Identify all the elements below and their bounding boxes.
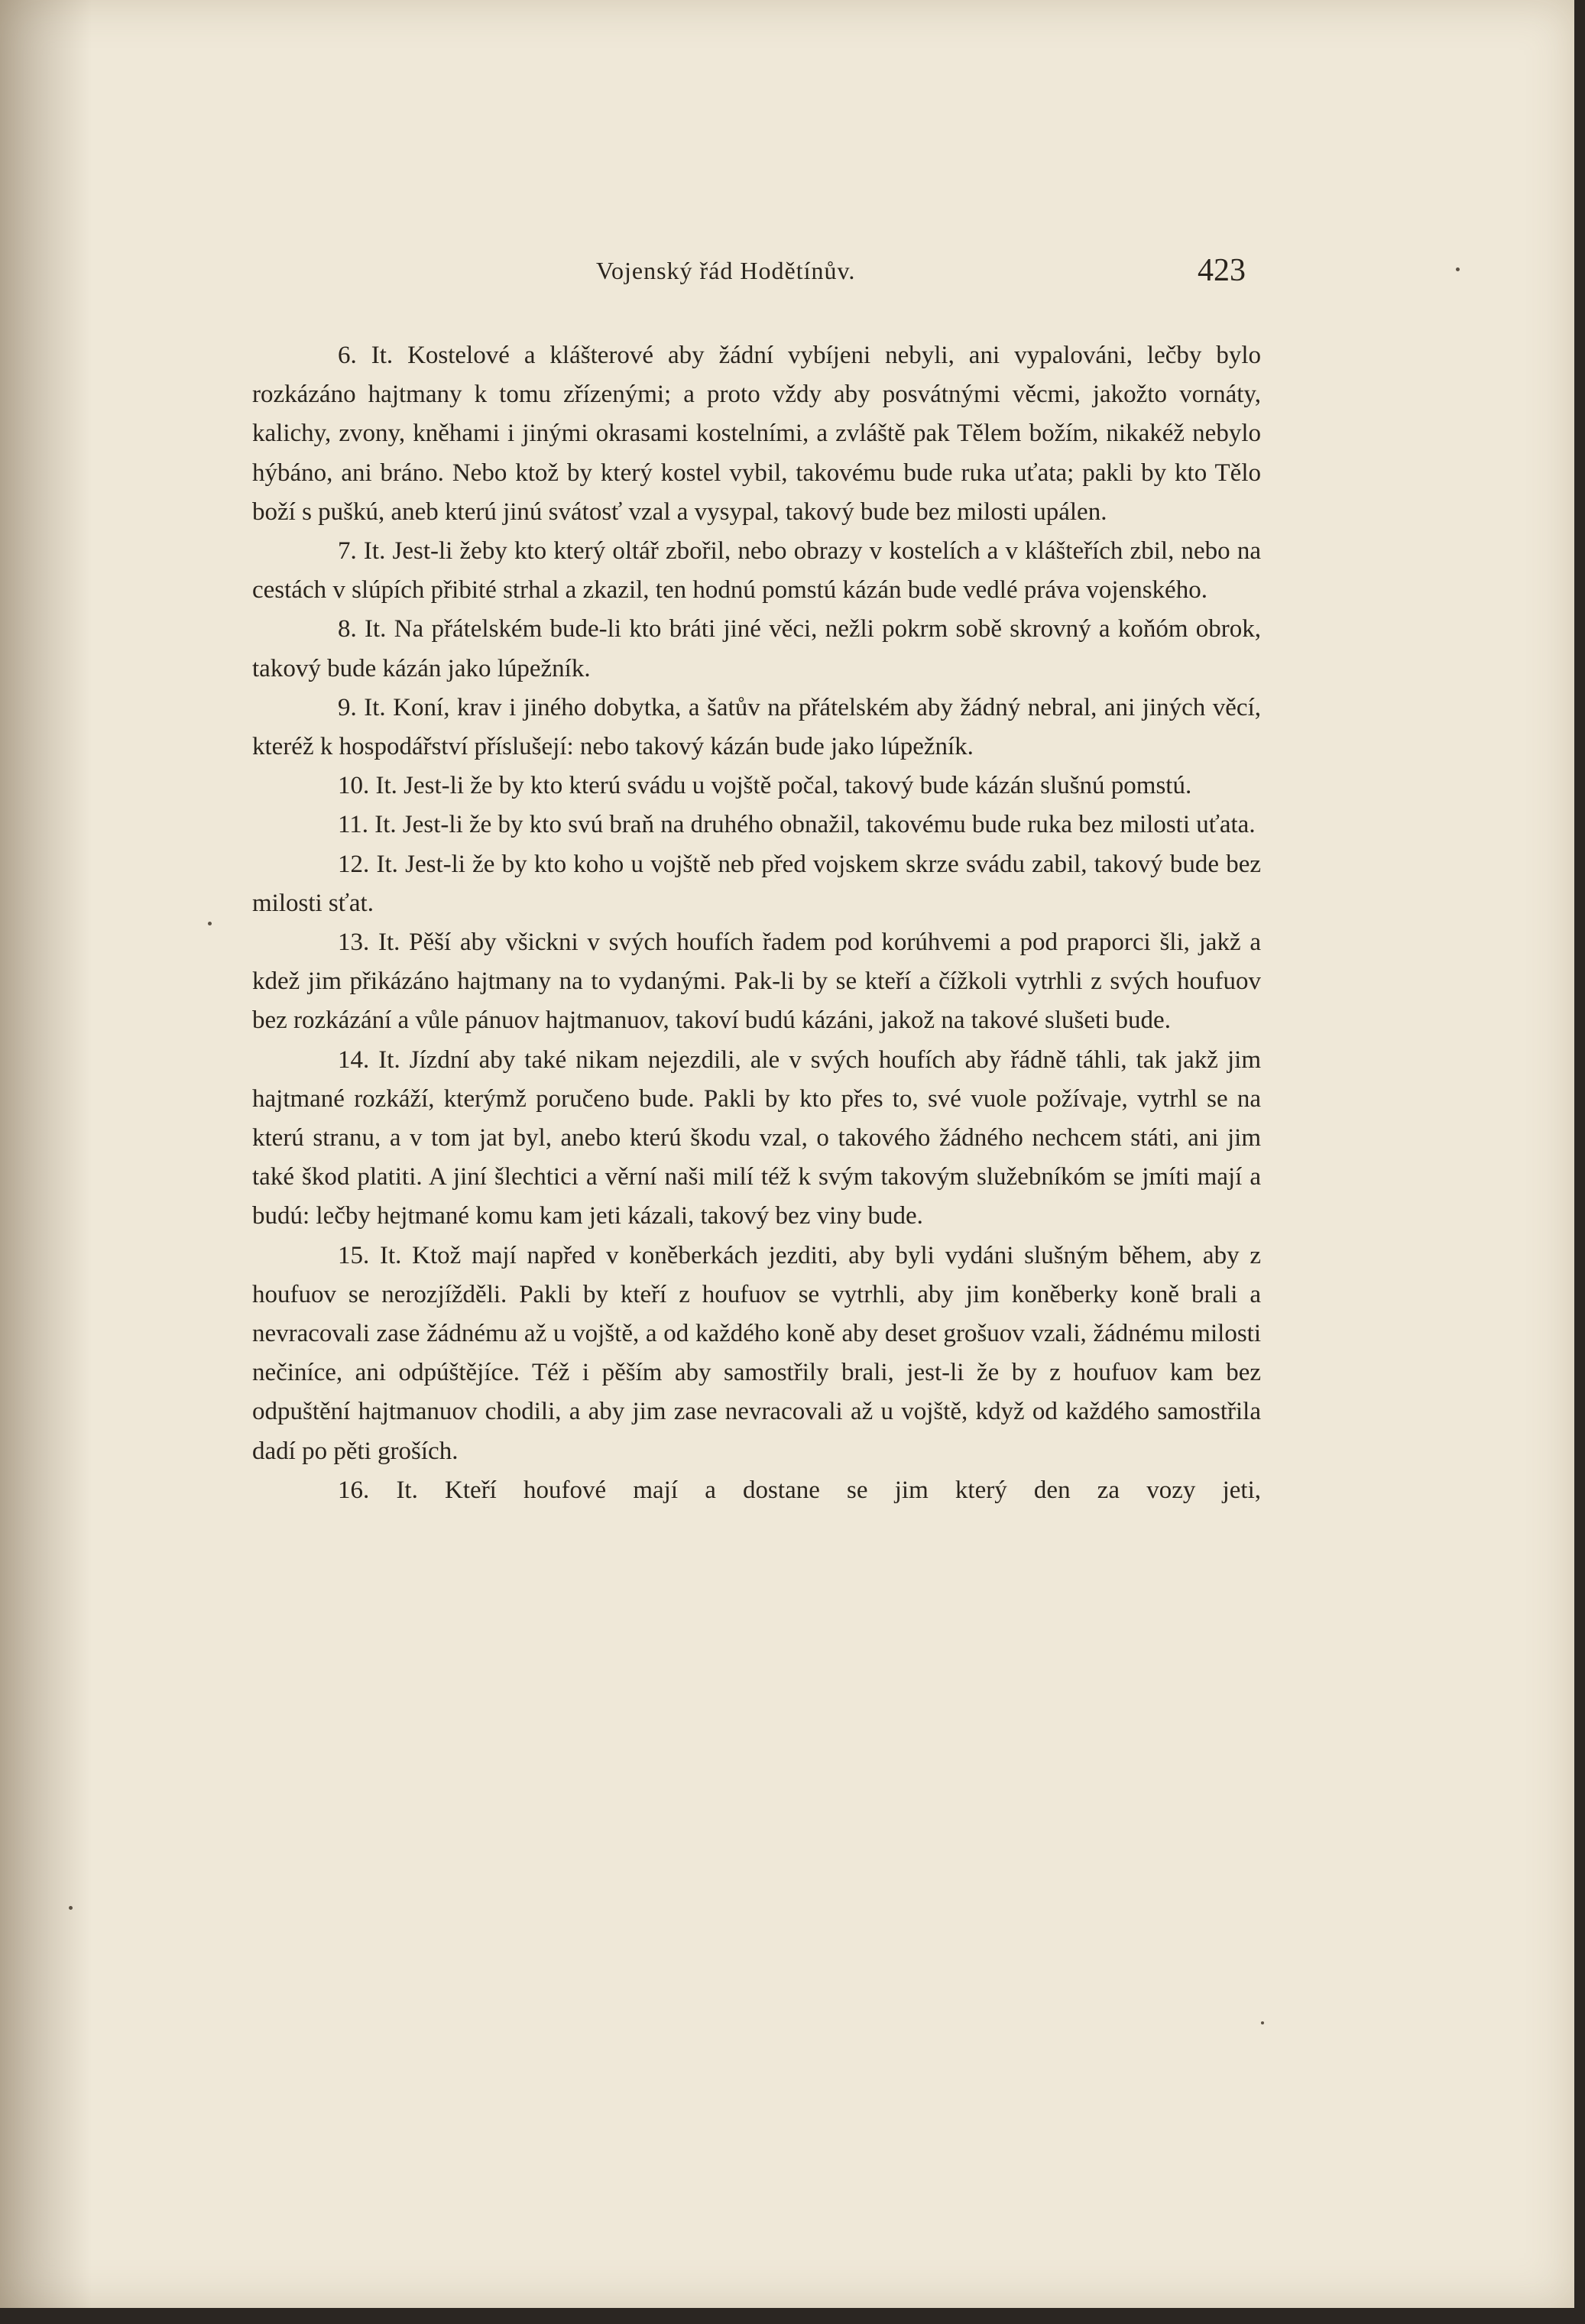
article-6: 6. It. Kostelové a klášterové aby žádní vybíjeni nebyli, ani vypalováni, lečby bylo rozkázáno hajtmany k tomu zřízenými; a proto vždy aby posvátnými věcmi, jakožto vornáty, kalichy, zvony, kněhami i jinými okrasami kostelními, a zvláště pak Tělem božím, nikakéž nebylo hýbáno, ani bráno. Nebo ktož by který kostel vybil, takovému bude ruka uťata; pakli by kto Tělo boží s puškú, aneb kterú jinú svátosť vzal a vysypal, takový bude bez milosti upálen. bbox=[252, 342, 1261, 526]
article-7: 7. It. Jest-li žeby kto který oltář zbořil, nebo obrazy v kostelích a v klášteřích zbil, nebo na cestách v slúpích přibité strhal a zkazil, ten hodnú pomstú kázán bude vedlé práva vojenského. bbox=[252, 537, 1261, 604]
margin-speck bbox=[69, 1906, 73, 1910]
article-9: 9. It. Koní, krav i jiného dobytka, a šatův na přátelském aby žádný nebral, ani jiných věcí, kteréž k hospodářství příslušejí: nebo takový kázán bude jako lúpežník. bbox=[252, 693, 1261, 761]
article-10: 10. It. Jest-li že by kto kterú svádu u vojště počal, takový bude kázán slušnú pomstú. bbox=[338, 772, 1192, 800]
article-15: 15. It. Ktož mají napřed v koněberkách jezditi, aby byli vydáni slušným během, aby z houfuov se nerozjížděli. Pakli by kteří z houfuov se vytrhli, aby jim koněberky koně brali a nevracovali zase žádnému až u vojště, a od každého koně aby deset grošuov vzali, žádnému milosti nečiníce, ani odpúštějíce. Též i pěším aby samostřily brali, jest-li že by z houfuov kam bez odpuštění hajtmanuov chodili, a aby jim zase nevracovali až u vojště, když od každého samostřila dadí po pěti groších. bbox=[252, 1241, 1261, 1465]
article-8: 8. It. Na přátelském bude-li kto bráti jiné věci, nežli pokrm sobě skrovný a koňóm obrok, takový bude kázán jako lúpežník. bbox=[252, 615, 1261, 682]
article-14: 14. It. Jízdní aby také nikam nejezdili, ale v svých houfích aby řádně táhli, tak jakž jim hajtmané rozkáží, kterýmž poručeno bude. Pakli by kto přes to, své vuole požívaje, vytrhl se na kterú stranu, a v tom jat byl, anebo kterú škodu vzal, o takového žádného nechcem státi, ani jim také škod platiti. A jiní šlechtici a věrní naši milí též k svým takovým služebníkóm se jmíti mají a budú: lečby hejtmané komu kam jeti kázali, takový bez viny bude. bbox=[252, 1045, 1261, 1230]
article-11: 11. It. Jest-li že by kto svú braň na druhého obnažil, takovému bude ruka bez milosti uťata. bbox=[338, 811, 1256, 839]
article-12: 12. It. Jest-li že by kto koho u vojště neb před vojskem skrze svádu zabil, takový bude bez milosti sťat. bbox=[252, 850, 1261, 917]
running-header bbox=[252, 252, 1246, 298]
margin-speck bbox=[1261, 2021, 1264, 2024]
article-16: 16. It. Kteří houfové mají a dostane se jim který den za vozy jeti, bbox=[338, 1476, 1261, 1504]
margin-speck bbox=[208, 922, 212, 925]
running-title: Vojenský řád Hodětínův. bbox=[596, 257, 856, 284]
margin-speck bbox=[1456, 267, 1460, 271]
article-13: 13. It. Pěší aby všickni v svých houfích řadem pod korúhvemi a pod praporci šli, jakž a kdež jim přikázáno hajtmany na to vydanými. Pak-li by se kteří a čížkoli vytrhli z svých houfuov bez rozkázání a vůle pánuov hajtmanuov, takoví budú kázáni, jakož na takové slušeti bude. bbox=[252, 929, 1261, 1035]
body-text bbox=[252, 336, 1261, 1510]
page-number: 423 bbox=[1198, 253, 1246, 288]
binding-gutter-shadow bbox=[0, 0, 92, 2308]
